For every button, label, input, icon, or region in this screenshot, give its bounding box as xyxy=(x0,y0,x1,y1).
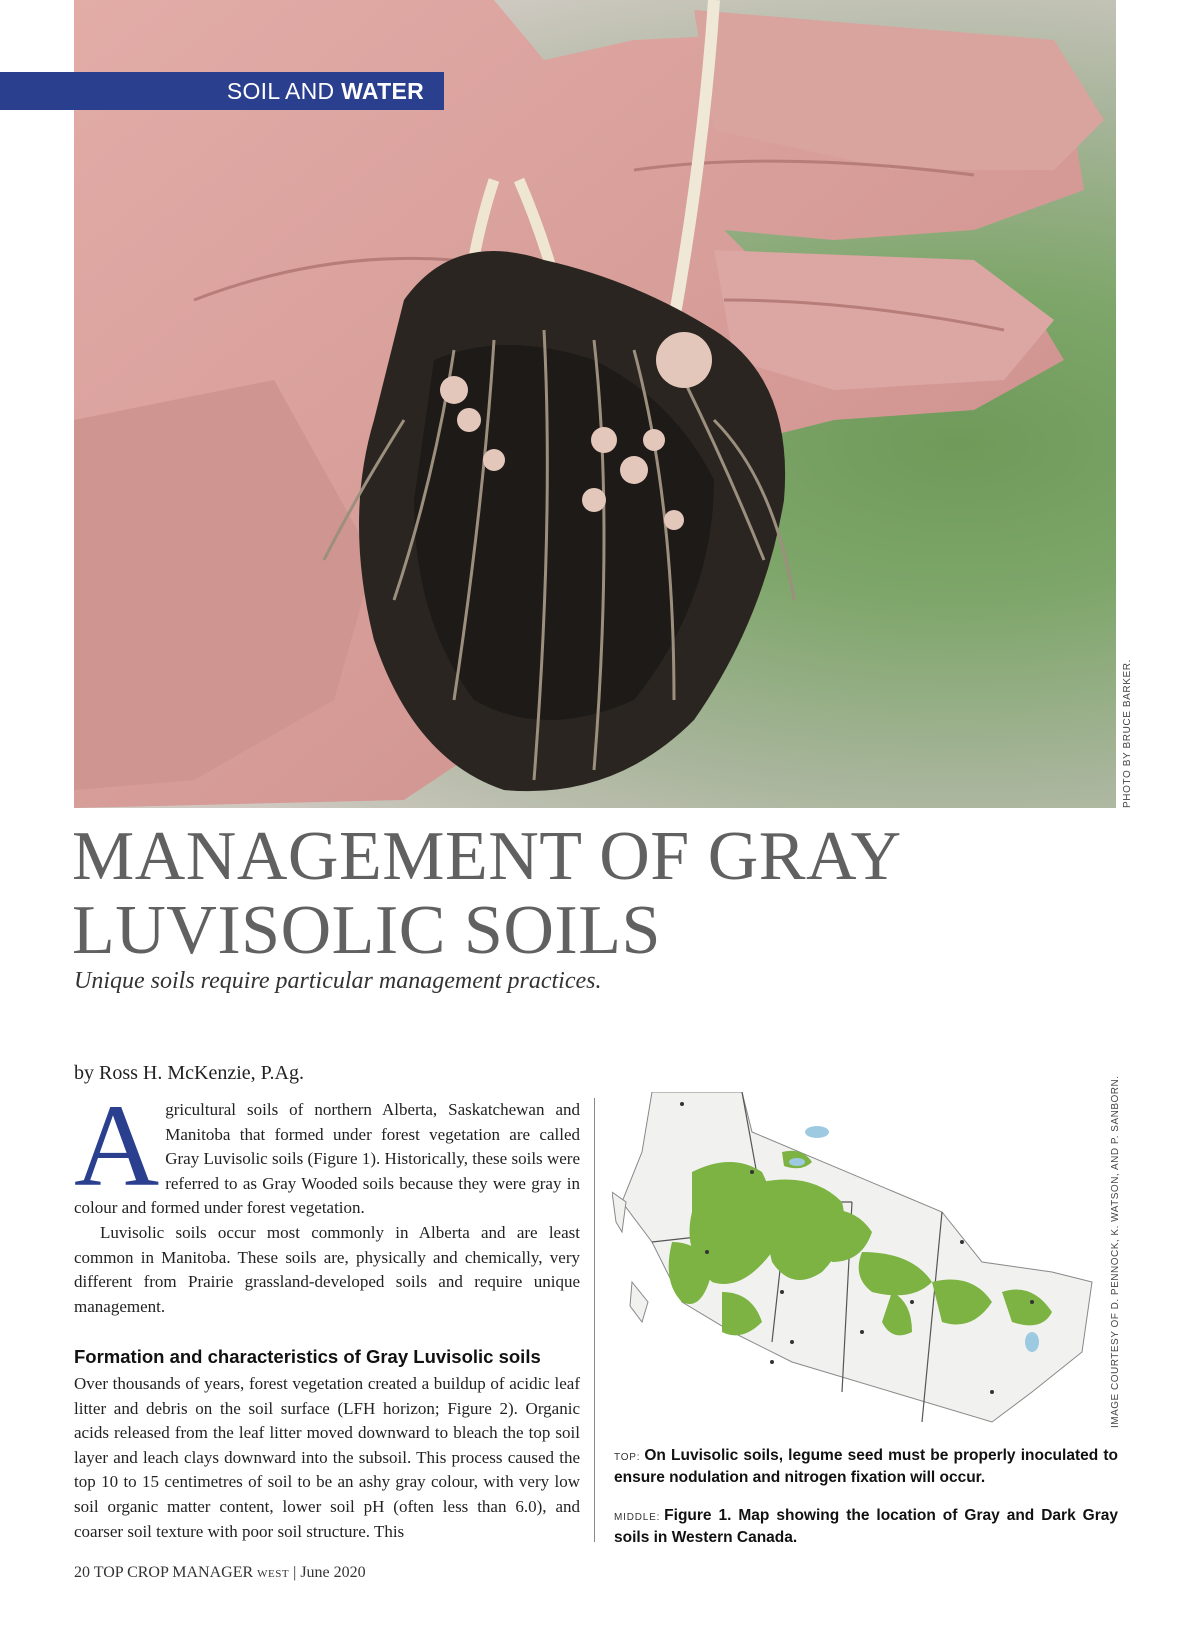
soil-map-figure xyxy=(612,1092,1112,1428)
article-subtitle: Unique soils require particular management practices. xyxy=(74,968,602,994)
caption-top-text: On Luvisolic soils, legume seed must be properly inoculated to ensure nodulation and nitrogen fixation will occur. xyxy=(614,1447,1118,1486)
caption-top-lead: TOP: xyxy=(614,1452,641,1463)
paragraph-1 xyxy=(74,1080,580,1221)
western-canada-map xyxy=(612,1092,1112,1428)
caption-middle-text: Figure 1. Map showing the location of Gray and Dark Gray soils in Western Canada. xyxy=(614,1507,1118,1546)
magazine-edition: WEST xyxy=(257,1568,290,1580)
map-credit: IMAGE COURTESY OF D. PENNOCK, K. WATSON, AND P. SANBORN. xyxy=(1110,1075,1121,1428)
caption-top xyxy=(614,1446,1118,1488)
section-heading: Formation and characteristics of Gray Luvisolic soils xyxy=(74,1346,541,1368)
section-tag-light: SOIL AND xyxy=(226,78,342,104)
page-number: 20 xyxy=(74,1564,90,1581)
caption-middle-lead: MIDDLE: xyxy=(614,1512,661,1523)
paragraph-2: Luvisolic soils occur most commonly in Alberta and are least common in Manitoba. These soils are, physically and chemically, very different from Prairie grassland-developed soils and require unique management. xyxy=(74,1222,580,1316)
issue-date: | June 2020 xyxy=(293,1564,366,1581)
magazine-name: TOP CROP MANAGER xyxy=(93,1564,254,1581)
hero-photo xyxy=(74,0,1116,808)
column-divider xyxy=(594,1098,595,1542)
paragraph-3: Over thousands of years, forest vegetation created a buildup of acidic leaf litter and debris on the soil surface (LFH horizon; Figure 2). Organic acids released from the leaf litter moved downward to bleach the top soil layer and leach clays downward into the subsoil. This process caused the top 10 to 15 centimetres of soil to be an ashy gray colour, with very low soil organic matter content, lower soil pH (often less than 6.0), and coarser soil texture with poor soil structure. This xyxy=(74,1373,580,1541)
article-title: MANAGEMENT OF GRAY LUVISOLIC SOILS xyxy=(72,818,900,969)
byline: by Ross H. McKenzie, P.Ag. xyxy=(74,1062,304,1084)
article-body xyxy=(74,1080,580,1544)
section-tag xyxy=(0,72,444,110)
page-footer xyxy=(74,1564,366,1582)
section-tag-bold: WATER xyxy=(341,78,424,104)
roots-in-hand-illustration xyxy=(74,0,1116,808)
drop-cap: A xyxy=(74,1080,160,1211)
paragraph-1-text: gricultural soils of northern Alberta, Saskatchewan and Manitoba that formed under forest vegetation are called Gray Luvisolic soils (Figure 1). Historically, these soils were referred to as Gray Wooded soils because they were gray in colour and formed under forest vegetation. xyxy=(74,1100,580,1218)
photo-credit: PHOTO BY BRUCE BARKER. xyxy=(1122,659,1133,808)
caption-middle xyxy=(614,1506,1118,1548)
